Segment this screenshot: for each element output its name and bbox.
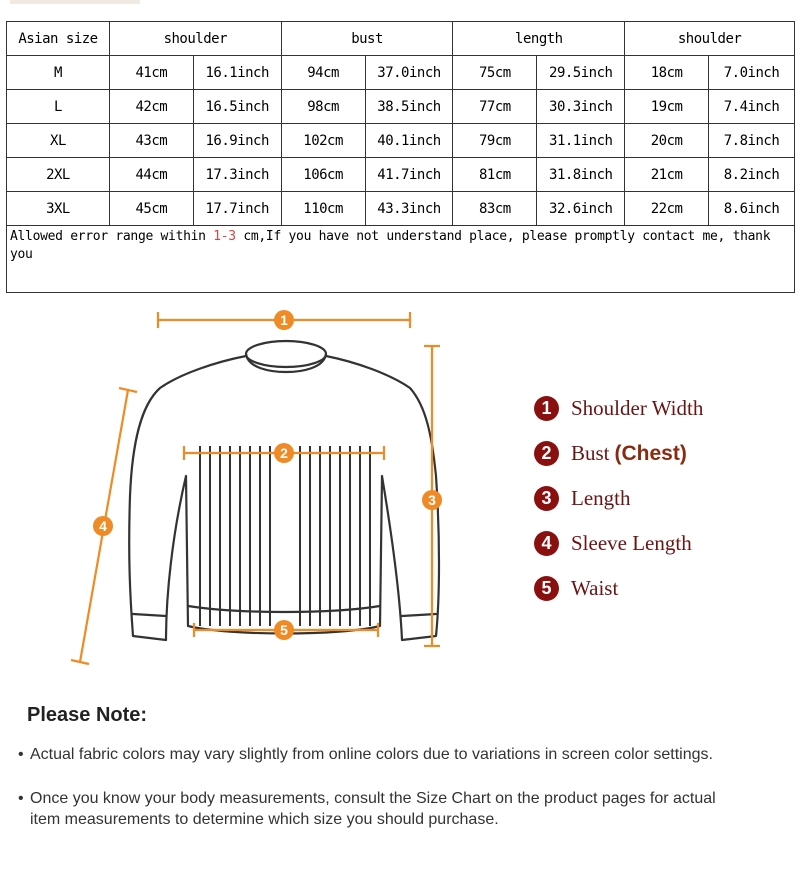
error-note bbox=[6, 226, 795, 293]
legend-item bbox=[534, 386, 703, 431]
measurement-cell: 22cm bbox=[625, 192, 709, 226]
measurement-cell: 45cm bbox=[109, 192, 193, 226]
measurement-cell: 37.0inch bbox=[365, 56, 453, 90]
measurement-cell: 43cm bbox=[109, 124, 193, 158]
measurement-cell: 16.9inch bbox=[193, 124, 281, 158]
measurement-cell: 17.7inch bbox=[193, 192, 281, 226]
legend-item bbox=[534, 521, 703, 566]
size-label-cell: 3XL bbox=[7, 192, 110, 226]
measurement-cell: 83cm bbox=[453, 192, 537, 226]
top-decoration bbox=[10, 0, 140, 4]
bullet-dot: • bbox=[18, 746, 24, 763]
measurement-cell: 31.8inch bbox=[537, 158, 625, 192]
marker-number: 2 bbox=[280, 445, 288, 461]
marker-number: 5 bbox=[280, 622, 288, 638]
table-row bbox=[7, 56, 795, 90]
measurement-cell: 16.5inch bbox=[193, 90, 281, 124]
measurement-cell: 7.4inch bbox=[709, 90, 795, 124]
legend-label: Shoulder Width bbox=[571, 396, 704, 420]
legend-number: 3 bbox=[534, 486, 559, 511]
measurement-cell: 77cm bbox=[453, 90, 537, 124]
measurement-cell: 44cm bbox=[109, 158, 193, 192]
table-row bbox=[7, 124, 795, 158]
measurement-cell: 110cm bbox=[281, 192, 365, 226]
measurement-cell: 16.1inch bbox=[193, 56, 281, 90]
table-row bbox=[7, 90, 795, 124]
legend-label: Bust bbox=[571, 441, 610, 465]
measurement-cell: 20cm bbox=[625, 124, 709, 158]
measurement-cell: 102cm bbox=[281, 124, 365, 158]
sweater-outline bbox=[129, 341, 439, 640]
measurement-cell: 29.5inch bbox=[537, 56, 625, 90]
measurement-cell: 7.0inch bbox=[709, 56, 795, 90]
marker-3 bbox=[422, 490, 442, 510]
measurement-cell: 79cm bbox=[453, 124, 537, 158]
measurement-cell: 30.3inch bbox=[537, 90, 625, 124]
marker-number: 3 bbox=[428, 492, 436, 508]
marker-2 bbox=[274, 443, 294, 463]
note-text-before: Allowed error range within bbox=[10, 229, 214, 244]
measurement-cell: 42cm bbox=[109, 90, 193, 124]
measurement-cell: 41cm bbox=[109, 56, 193, 90]
size-label-cell: M bbox=[7, 56, 110, 90]
legend-label: Waist bbox=[571, 576, 619, 600]
table-header-row bbox=[7, 22, 795, 56]
bullet-dot: • bbox=[18, 790, 24, 807]
note-bullet-2 bbox=[18, 788, 716, 830]
marker-number: 4 bbox=[99, 518, 107, 534]
note-range: 1-3 bbox=[213, 229, 236, 244]
legend-number: 5 bbox=[534, 576, 559, 601]
measurement-cell: 31.1inch bbox=[537, 124, 625, 158]
please-note-title: Please Note: bbox=[27, 704, 148, 726]
legend-label: Sleeve Length bbox=[571, 531, 692, 555]
measurement-cell: 98cm bbox=[281, 90, 365, 124]
marker-number: 1 bbox=[280, 312, 288, 328]
note-bullet-1 bbox=[18, 744, 713, 765]
header-shoulder: shoulder bbox=[109, 22, 281, 56]
legend-extra: (Chest) bbox=[614, 441, 687, 465]
note-bullet-1-text: Actual fabric colors may vary slightly from online colors due to variations in screen color settings. bbox=[30, 746, 713, 763]
note-bullet-2-text: Once you know your body measurements, consult the Size Chart on the product pages for actual bbox=[30, 790, 716, 807]
measurement-cell: 41.7inch bbox=[365, 158, 453, 192]
measurement-cell: 38.5inch bbox=[365, 90, 453, 124]
measurement-cell: 8.2inch bbox=[709, 158, 795, 192]
measurement-cell: 81cm bbox=[453, 158, 537, 192]
table-row bbox=[7, 192, 795, 226]
legend-item bbox=[534, 566, 703, 611]
header-size: Asian size bbox=[7, 22, 110, 56]
header-length: length bbox=[453, 22, 625, 56]
measurement-cell: 106cm bbox=[281, 158, 365, 192]
measurement-cell: 94cm bbox=[281, 56, 365, 90]
measurement-cell: 8.6inch bbox=[709, 192, 795, 226]
header-bust: bust bbox=[281, 22, 453, 56]
measurement-legend bbox=[534, 386, 703, 611]
size-label-cell: L bbox=[7, 90, 110, 124]
measurement-cell: 43.3inch bbox=[365, 192, 453, 226]
marker-5 bbox=[274, 620, 294, 640]
legend-item bbox=[534, 431, 703, 476]
legend-number: 1 bbox=[534, 396, 559, 421]
table-row bbox=[7, 158, 795, 192]
measurement-cell: 17.3inch bbox=[193, 158, 281, 192]
legend-label: Length bbox=[571, 486, 631, 510]
measurement-cell: 18cm bbox=[625, 56, 709, 90]
marker-4 bbox=[93, 516, 113, 536]
legend-number: 2 bbox=[534, 441, 559, 466]
measurement-cell: 32.6inch bbox=[537, 192, 625, 226]
measurement-cell: 21cm bbox=[625, 158, 709, 192]
measurement-cell: 19cm bbox=[625, 90, 709, 124]
note-text-after: cm,If you have not understand place, please promptly contact me, thank you bbox=[10, 229, 771, 262]
header-shoulder-2: shoulder bbox=[625, 22, 795, 56]
note-bullet-2-cont: item measurements to determine which size you should purchase. bbox=[30, 811, 499, 828]
size-label-cell: XL bbox=[7, 124, 110, 158]
marker-1 bbox=[274, 310, 294, 330]
size-label-cell: 2XL bbox=[7, 158, 110, 192]
legend-number: 4 bbox=[534, 531, 559, 556]
measurement-cell: 75cm bbox=[453, 56, 537, 90]
legend-item bbox=[534, 476, 703, 521]
measurement-cell: 40.1inch bbox=[365, 124, 453, 158]
measurement-cell: 7.8inch bbox=[709, 124, 795, 158]
size-table bbox=[6, 21, 795, 226]
sweater-ribbing bbox=[200, 446, 370, 626]
